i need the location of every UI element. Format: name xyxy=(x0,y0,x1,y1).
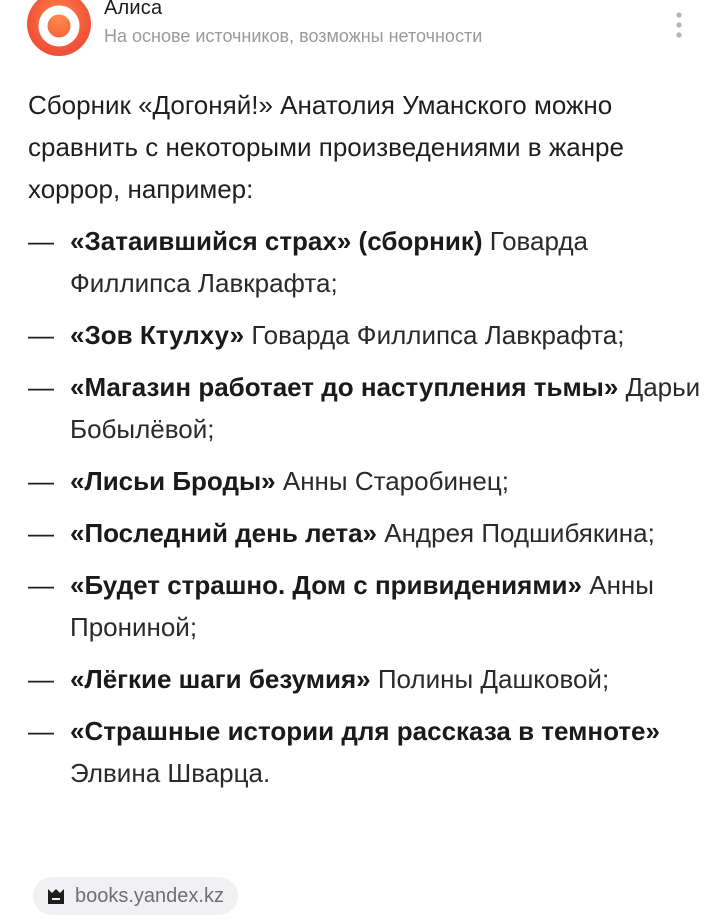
list-item xyxy=(28,658,708,700)
source-link[interactable] xyxy=(33,877,238,915)
list-dash: — xyxy=(28,320,54,350)
book-title: «Страшные истории для рассказа в темноте» xyxy=(70,716,660,746)
book-title: «Затаившийся страх» (сборник) xyxy=(70,226,483,256)
alice-logo-icon xyxy=(27,0,91,56)
list-item xyxy=(28,366,708,450)
kebab-menu-icon[interactable] xyxy=(674,12,684,38)
list-item xyxy=(28,512,708,554)
book-title: «Будет страшно. Дом с привидениями» xyxy=(70,570,582,600)
book-author: Говарда Филлипса Лавкрафта; xyxy=(70,226,589,298)
assistant-name: Алиса xyxy=(104,0,163,19)
list-dash: — xyxy=(28,226,54,256)
list-item xyxy=(28,460,708,502)
list-dash: — xyxy=(28,716,54,746)
book-author: Анны Прониной; xyxy=(70,570,654,642)
book-author: Говарда Филлипса Лавкрафта; xyxy=(251,320,625,350)
book-title: «Последний день лета» xyxy=(70,518,377,548)
list-dash: — xyxy=(28,664,54,694)
list-dash: — xyxy=(28,466,54,496)
list-item xyxy=(28,564,708,648)
book-list xyxy=(28,220,708,794)
chat-message-header xyxy=(0,0,720,60)
book-title: «Лёгкие шаги безумия» xyxy=(70,664,371,694)
book-author: Дарьи Бобылёвой; xyxy=(70,372,701,444)
list-item xyxy=(28,710,708,794)
answer-intro: Сборник «Догоняй!» Анатолия Уманского можно сравнить с некоторыми произведениями в жанре хоррор, например: xyxy=(28,90,624,204)
book-author: Анны Старобинец; xyxy=(282,466,509,496)
book-author: Полины Дашковой; xyxy=(377,664,610,694)
source-label: books.yandex.kz xyxy=(75,884,224,907)
source-disclaimer: На основе источников, возможны неточности xyxy=(104,26,483,46)
list-item xyxy=(28,220,708,304)
list-dash: — xyxy=(28,518,54,548)
yandex-books-icon xyxy=(45,885,67,907)
answer-body xyxy=(28,84,708,804)
book-title: «Зов Ктулху» xyxy=(70,320,245,350)
book-author: Андрея Подшибякина; xyxy=(384,518,655,548)
book-title: «Лисьи Броды» xyxy=(70,466,276,496)
list-item xyxy=(28,314,708,356)
book-title: «Магазин работает до наступления тьмы» xyxy=(70,372,619,402)
book-author: Элвина Шварца. xyxy=(70,758,271,788)
list-dash: — xyxy=(28,570,54,600)
list-dash: — xyxy=(28,372,54,402)
